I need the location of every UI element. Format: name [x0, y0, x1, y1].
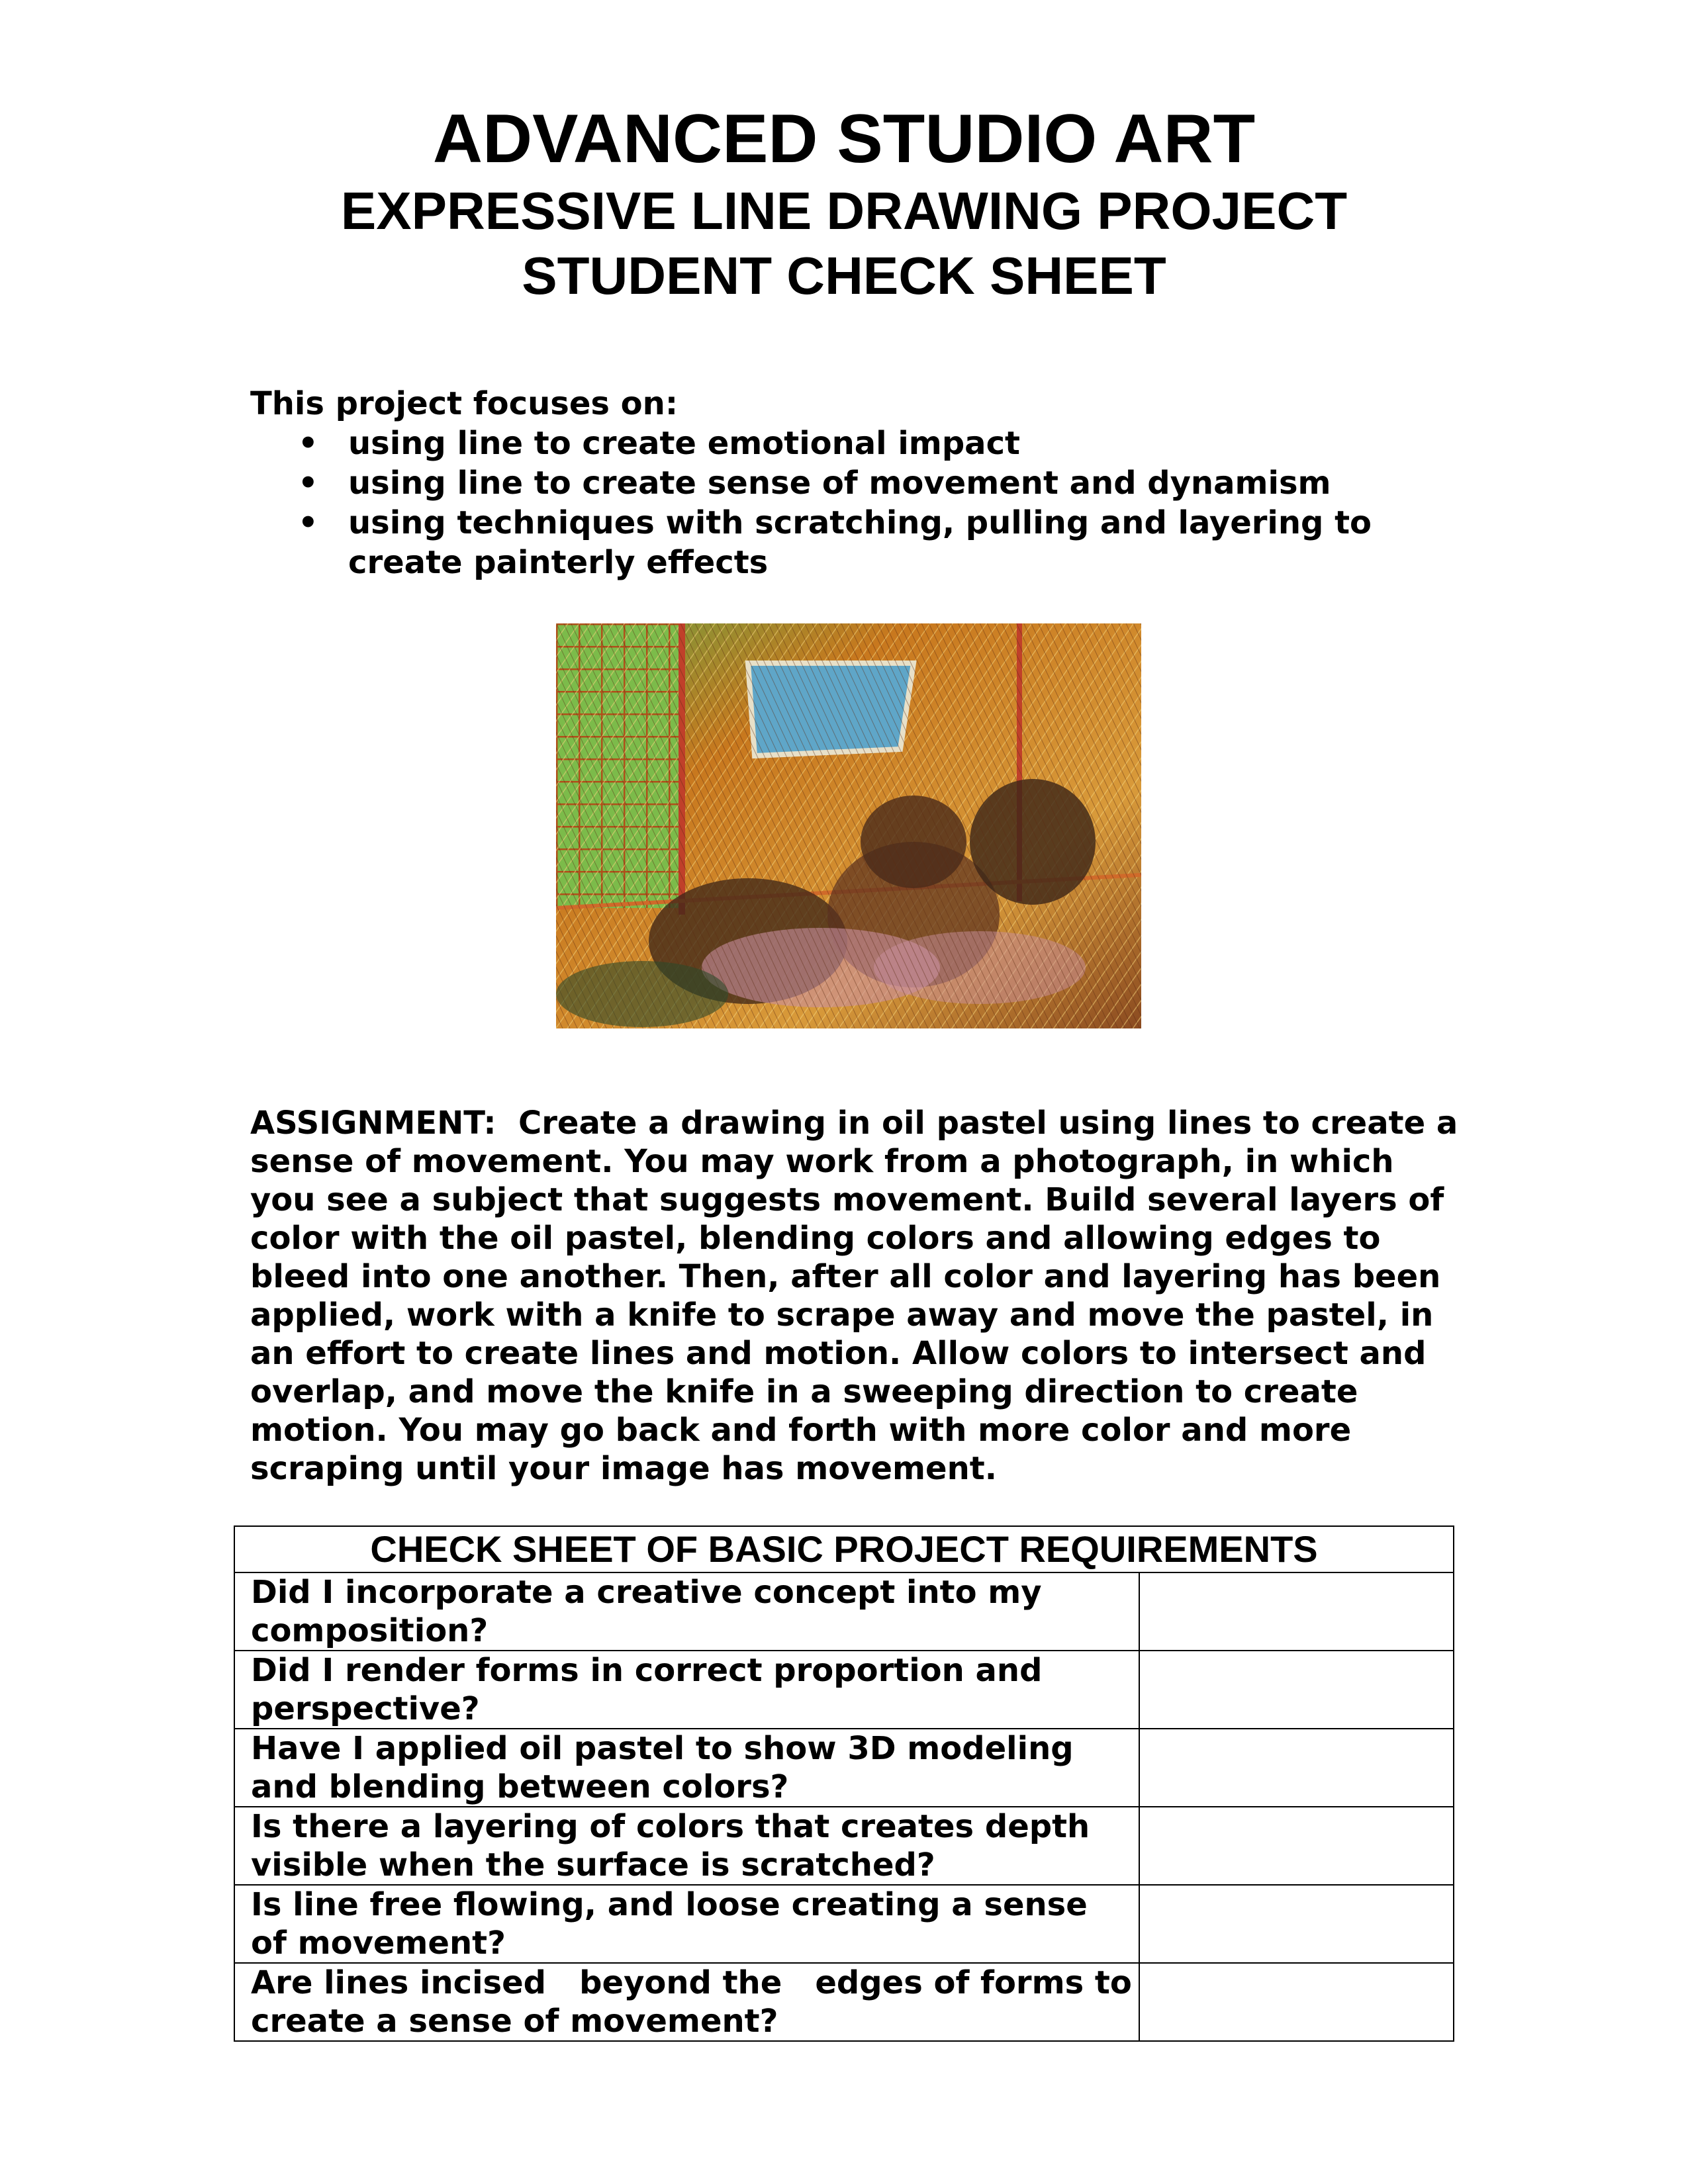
- focus-list-item: [250, 424, 1440, 463]
- requirement-check-cell[interactable]: [1139, 1807, 1454, 1885]
- table-row: [234, 1885, 1454, 1963]
- requirement-question: Did I incorporate a creative concept into my composition?: [234, 1572, 1139, 1651]
- page-header: [0, 99, 1688, 308]
- requirement-question: Have I applied oil pastel to show 3D modeling and blending between colors?: [234, 1729, 1139, 1807]
- focus-list-item: [250, 503, 1440, 582]
- table-row: [234, 1807, 1454, 1885]
- requirements-check-sheet: [234, 1525, 1454, 2042]
- requirement-question: Did I render forms in correct proportion and perspective?: [234, 1651, 1139, 1729]
- bullet-icon: •: [298, 504, 318, 541]
- project-focus-section: [250, 384, 1442, 582]
- table-row: [234, 1572, 1454, 1651]
- focus-list-item: [250, 463, 1440, 503]
- requirement-check-cell[interactable]: [1139, 1651, 1454, 1729]
- requirement-check-cell[interactable]: [1139, 1963, 1454, 2041]
- bullet-icon: •: [298, 465, 318, 502]
- page-title: ADVANCED STUDIO ART: [432, 101, 1256, 177]
- bullet-icon: •: [298, 425, 318, 462]
- focus-list: [250, 424, 1442, 582]
- requirement-check-cell[interactable]: [1139, 1572, 1454, 1651]
- table-row: [234, 1729, 1454, 1807]
- focus-item-text: using techniques with scratching, pulling and layering to create painterly effects: [348, 504, 1372, 581]
- focus-item-text: using line to create emotional impact: [348, 425, 1020, 462]
- table-row: [234, 1963, 1454, 2041]
- requirement-question: Is there a layering of colors that creates depth visible when the surface is scratched?: [234, 1807, 1139, 1885]
- check-sheet-header-row: [234, 1526, 1454, 1572]
- project-subtitle: EXPRESSIVE LINE DRAWING PROJECT: [340, 181, 1348, 240]
- focus-intro: This project focuses on:: [250, 385, 679, 422]
- check-sheet-heading: CHECK SHEET OF BASIC PROJECT REQUIREMENTS: [234, 1526, 1454, 1572]
- assignment-text: Create a drawing in oil pastel using lines to create a sense of movement. You may work from a photograph, in which you see a subject that suggests movement. Build several layers of color with the oil pastel, blending colors and allowing edges to bleed into one another. Then, after all color and layering has been applied, work with a knife to scrape away and move the pastel, in an effort to create lines and motion. Allow colors to intersect and overlap, and move the knife in a sweeping direction to create motion. You may go back and forth with more color and more scraping until your image has movement.: [250, 1105, 1458, 1487]
- oil-pastel-artwork-image: [556, 623, 1141, 1028]
- assignment-label: ASSIGNMENT:: [250, 1105, 496, 1142]
- requirement-check-cell[interactable]: [1139, 1885, 1454, 1963]
- table-row: [234, 1651, 1454, 1729]
- assignment-section: [250, 1104, 1462, 1488]
- requirement-check-cell[interactable]: [1139, 1729, 1454, 1807]
- focus-item-text: using line to create sense of movement and dynamism: [348, 465, 1331, 502]
- artwork-illustration: [556, 623, 1141, 1028]
- requirement-question: Is line free flowing, and loose creating a sense of movement?: [234, 1885, 1139, 1963]
- requirement-question: Are lines incised beyond the edges of forms to create a sense of movement?: [234, 1963, 1139, 2041]
- check-sheet-subtitle: STUDENT CHECK SHEET: [522, 246, 1166, 305]
